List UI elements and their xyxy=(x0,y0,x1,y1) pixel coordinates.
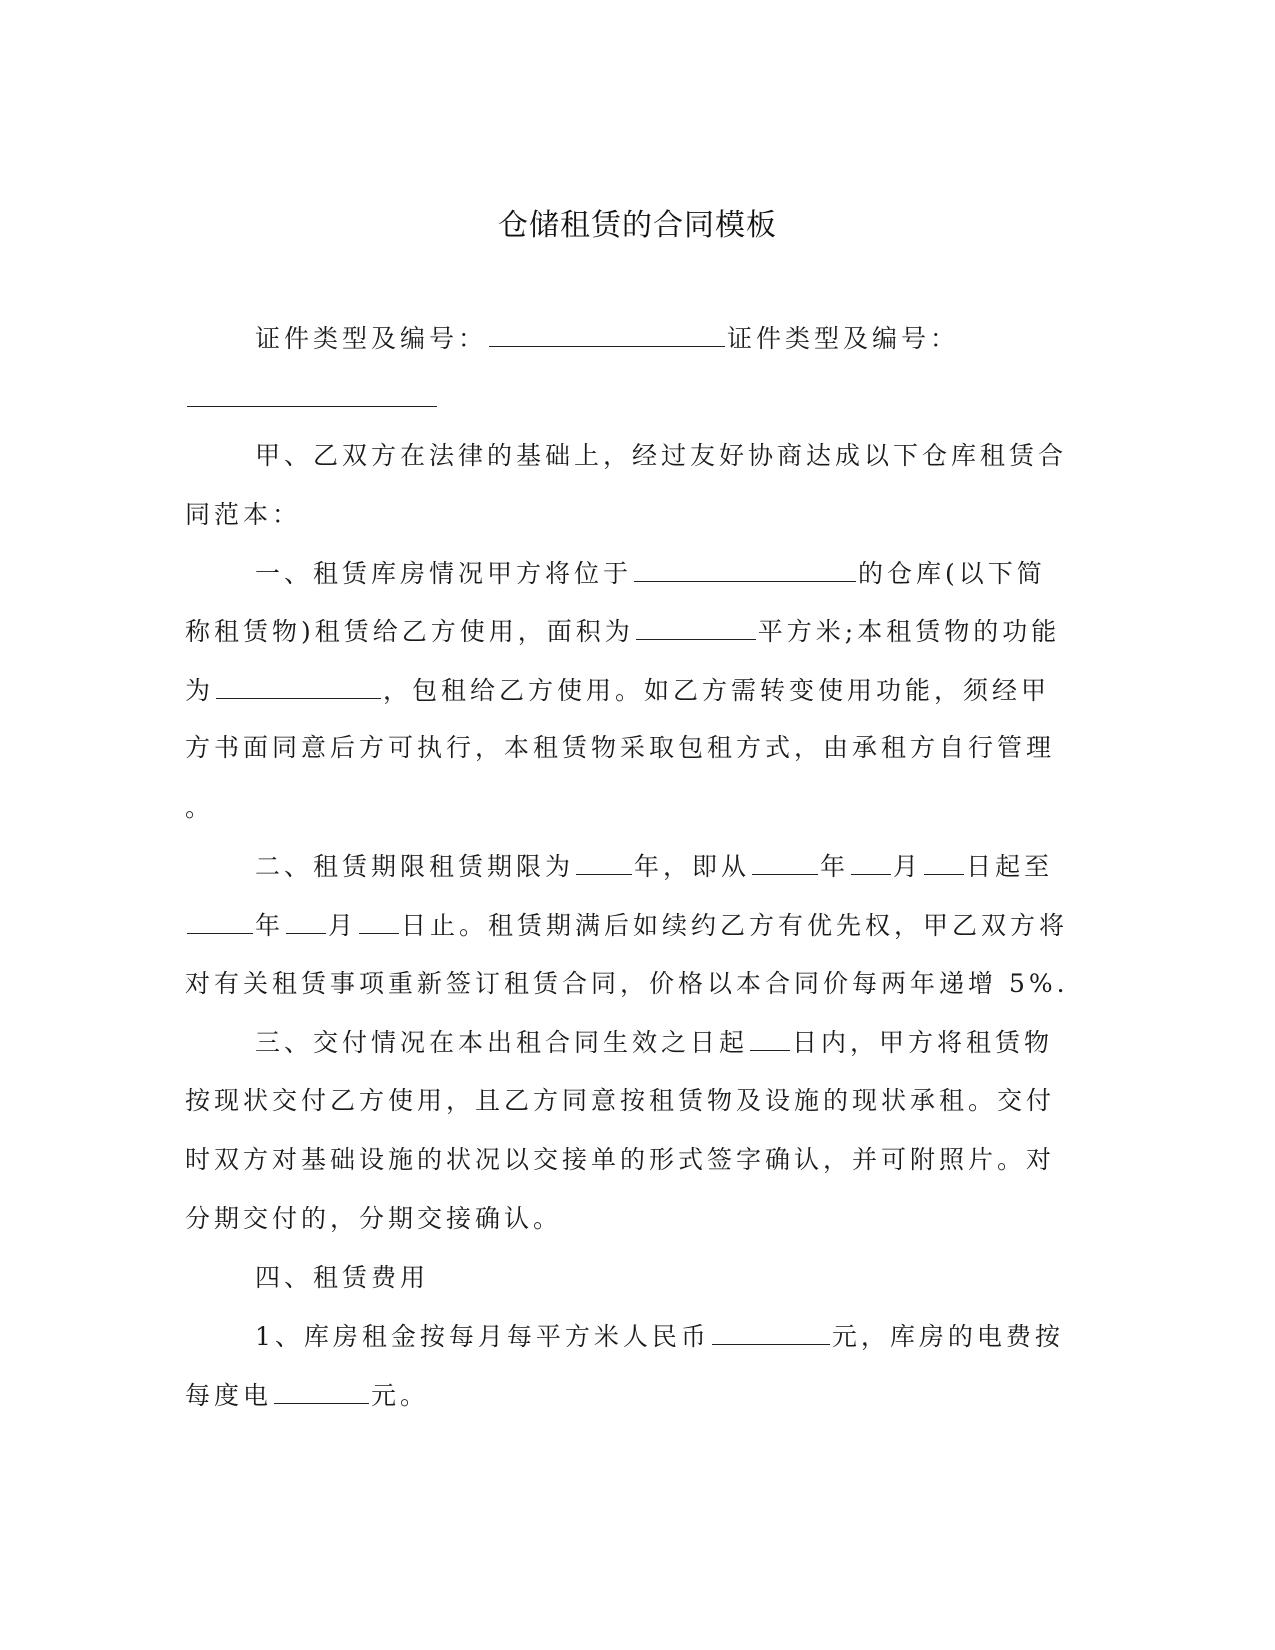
id-blank-a xyxy=(489,320,725,347)
id-line-continued xyxy=(185,380,439,417)
start-month-blank xyxy=(851,848,891,875)
section1-text: ，包租给乙方使用。如乙方需转变使用功能，须经甲 xyxy=(383,676,1051,705)
section1-text: 一、租赁库房情况甲方将位于 xyxy=(255,559,633,588)
section2-text: 月 xyxy=(893,852,923,881)
section3-line-3: 时双方对基础设施的状况以交接单的形式签字确认，并可附照片。对 xyxy=(185,1145,1056,1174)
section2-line-1 xyxy=(255,848,1053,885)
end-month-blank xyxy=(286,907,326,934)
section2-text: 日止。租赁期满后如续约乙方有优先权，甲乙双方将 xyxy=(401,911,1069,940)
section3-line-4: 分期交付的，分期交接确认。 xyxy=(185,1204,563,1233)
section1-line-3 xyxy=(185,672,1050,709)
id-label-b: 证件类型及编号： xyxy=(727,324,960,353)
section2-text: 月 xyxy=(328,911,358,940)
section4-text: 元。 xyxy=(371,1381,430,1410)
delivery-days-blank xyxy=(750,1024,790,1051)
rent-blank xyxy=(712,1318,830,1345)
section1-text: 平方米;本租赁物的功能 xyxy=(757,617,1061,646)
start-day-blank xyxy=(924,848,964,875)
function-blank xyxy=(216,672,381,699)
document-title: 仓储租赁的合同模板 xyxy=(498,208,777,243)
section1-line-1 xyxy=(255,555,1046,592)
section2-text: 二、租赁期限租赁期限为 xyxy=(255,852,575,881)
area-blank xyxy=(636,613,756,640)
end-day-blank xyxy=(359,907,399,934)
intro-line-1: 甲、乙双方在法律的基础上，经过友好协商达成以下仓库租赁合 xyxy=(255,441,1068,470)
electricity-blank xyxy=(274,1377,369,1404)
section2-text: 年 xyxy=(820,852,850,881)
section2-text: 年 xyxy=(255,911,285,940)
section2-line-3: 对有关租赁事项重新签订租赁合同，价格以本合同价每两年递增 5%. xyxy=(185,969,1069,998)
years-blank xyxy=(576,848,632,875)
section4-line-1 xyxy=(255,1318,1064,1355)
start-year-blank xyxy=(752,848,818,875)
section4-heading: 四、租赁费用 xyxy=(255,1263,430,1292)
section2-text: 年，即从 xyxy=(634,852,751,881)
section3-text: 三、交付情况在本出租合同生效之日起 xyxy=(255,1028,749,1057)
section1-line-5: 。 xyxy=(185,793,215,822)
id-blank-b xyxy=(187,380,437,407)
id-line xyxy=(255,320,959,357)
section1-line-4: 方书面同意后方可执行，本租赁物采取包租方式，由承租方自行管理 xyxy=(185,733,1056,762)
end-year-blank xyxy=(187,907,253,934)
section3-line-1 xyxy=(255,1024,1053,1061)
section1-text: 为 xyxy=(185,676,215,705)
section4-text: 1、库房租金按每月每平方米人民币 xyxy=(255,1322,710,1351)
section3-text: 日内，甲方将租赁物 xyxy=(792,1028,1054,1057)
section1-text: 的仓库(以下简 xyxy=(858,559,1046,588)
section4-text: 元，库房的电费按 xyxy=(831,1322,1064,1351)
section2-text: 日起至 xyxy=(966,852,1054,881)
section1-line-2 xyxy=(185,613,1060,650)
section2-line-2 xyxy=(185,907,1068,944)
section1-text: 称租赁物)租赁给乙方使用，面积为 xyxy=(185,617,634,646)
intro-line-2: 同范本： xyxy=(185,500,302,529)
section4-text: 每度电 xyxy=(185,1381,273,1410)
section3-line-2: 按现状交付乙方使用，且乙方同意按租赁物及设施的现状承租。交付 xyxy=(185,1086,1056,1115)
location-blank xyxy=(634,555,856,582)
id-label-a: 证件类型及编号： xyxy=(255,324,488,353)
section4-line-2 xyxy=(185,1377,429,1414)
